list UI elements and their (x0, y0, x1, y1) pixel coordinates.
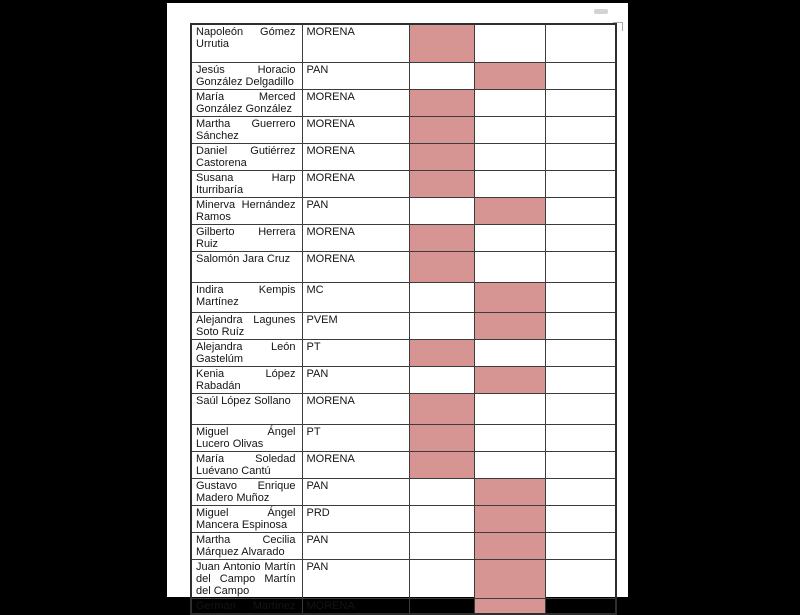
table-row (191, 282, 616, 312)
table-row (191, 170, 616, 197)
table-row (191, 251, 616, 282)
document-page (167, 3, 628, 612)
senator-name: Miguel Ángel Lucero Olivas (191, 424, 302, 451)
senator-name: Saúl López Sollano (191, 393, 302, 424)
vote-mark-cell-2 (474, 143, 545, 170)
table-row (191, 224, 616, 251)
vote-mark-cell-1 (409, 24, 474, 62)
party-name: MORENA (302, 116, 409, 143)
party-name: MORENA (302, 451, 409, 478)
vote-mark-cell-3 (545, 366, 616, 393)
vote-mark-cell-1 (409, 532, 474, 559)
senator-name: Gustavo Enrique Madero Muñoz (191, 478, 302, 505)
vote-mark-cell-3 (545, 251, 616, 282)
vote-mark-cell-1 (409, 197, 474, 224)
senator-name: Salomón Jara Cruz (191, 251, 302, 282)
senator-name: María Merced González González (191, 89, 302, 116)
table-row (191, 598, 616, 614)
vote-mark-cell-1 (409, 116, 474, 143)
senator-name: Minerva Hernández Ramos (191, 197, 302, 224)
party-name: PVEM (302, 312, 409, 339)
table-row (191, 366, 616, 393)
vote-mark-cell-3 (545, 393, 616, 424)
vote-mark-cell-3 (545, 424, 616, 451)
senator-name: Kenia López Rabadán (191, 366, 302, 393)
party-name: MORENA (302, 170, 409, 197)
table-row (191, 312, 616, 339)
vote-mark-cell-1 (409, 393, 474, 424)
table-row (191, 116, 616, 143)
vote-mark-cell-2 (474, 451, 545, 478)
senator-name: Juan Antonio Martín del Campo Martín del Campo (191, 559, 302, 598)
vote-mark-cell-3 (545, 532, 616, 559)
party-name: PRD (302, 505, 409, 532)
table-row (191, 424, 616, 451)
senator-name: Martha Guerrero Sánchez (191, 116, 302, 143)
senator-name: Martha Cecilia Márquez Alvarado (191, 532, 302, 559)
vote-mark-cell-1 (409, 478, 474, 505)
vote-mark-cell-1 (409, 89, 474, 116)
vote-mark-cell-1 (409, 505, 474, 532)
table-row (191, 532, 616, 559)
vote-mark-cell-2 (474, 366, 545, 393)
vote-mark-cell-3 (545, 282, 616, 312)
vote-mark-cell-3 (545, 559, 616, 598)
vote-mark-cell-2 (474, 393, 545, 424)
party-name: MORENA (302, 143, 409, 170)
party-name: PT (302, 424, 409, 451)
party-name: PT (302, 339, 409, 366)
vote-mark-cell-2 (474, 89, 545, 116)
vote-mark-cell-1 (409, 143, 474, 170)
vote-mark-cell-2 (474, 424, 545, 451)
party-name: PAN (302, 366, 409, 393)
party-name: MORENA (302, 89, 409, 116)
vote-mark-cell-1 (409, 424, 474, 451)
vote-mark-cell-2 (474, 251, 545, 282)
vote-mark-cell-3 (545, 312, 616, 339)
table-row (191, 197, 616, 224)
vote-mark-cell-2 (474, 598, 545, 614)
vote-mark-cell-3 (545, 62, 616, 89)
senator-name: Alejandra Lagunes Soto Ruíz (191, 312, 302, 339)
vote-mark-cell-3 (545, 224, 616, 251)
vote-mark-cell-3 (545, 24, 616, 62)
scan-artifact-smudge (594, 9, 608, 14)
vote-mark-cell-2 (474, 116, 545, 143)
table-row (191, 62, 616, 89)
senator-name: Daniel Gutiérrez Castorena (191, 143, 302, 170)
party-name: PAN (302, 532, 409, 559)
table-row (191, 559, 616, 598)
vote-mark-cell-2 (474, 224, 545, 251)
voting-table-body (191, 24, 616, 614)
vote-mark-cell-3 (545, 598, 616, 614)
vote-mark-cell-3 (545, 116, 616, 143)
table-row (191, 339, 616, 366)
vote-mark-cell-1 (409, 339, 474, 366)
senator-name: Miguel Ángel Mancera Espinosa (191, 505, 302, 532)
party-name: PAN (302, 62, 409, 89)
party-name: PAN (302, 559, 409, 598)
vote-mark-cell-1 (409, 451, 474, 478)
vote-mark-cell-1 (409, 251, 474, 282)
table-row (191, 478, 616, 505)
vote-mark-cell-2 (474, 312, 545, 339)
vote-mark-cell-1 (409, 170, 474, 197)
vote-mark-cell-2 (474, 532, 545, 559)
party-name: MORENA (302, 393, 409, 424)
senator-name: Napoleón Gómez Urrutia (191, 24, 302, 62)
vote-mark-cell-2 (474, 282, 545, 312)
vote-mark-cell-2 (474, 24, 545, 62)
voting-table (190, 23, 617, 615)
party-name: PAN (302, 197, 409, 224)
vote-mark-cell-2 (474, 339, 545, 366)
senator-name: Jesús Horacio González Delgadillo (191, 62, 302, 89)
vote-mark-cell-1 (409, 282, 474, 312)
senator-name: Gilberto Herrera Ruiz (191, 224, 302, 251)
vote-mark-cell-3 (545, 505, 616, 532)
vote-mark-cell-1 (409, 62, 474, 89)
table-row (191, 143, 616, 170)
vote-mark-cell-3 (545, 197, 616, 224)
vote-mark-cell-3 (545, 143, 616, 170)
vote-mark-cell-3 (545, 339, 616, 366)
table-row (191, 393, 616, 424)
vote-mark-cell-1 (409, 224, 474, 251)
senator-name: Germán Martínez (191, 598, 302, 614)
vote-mark-cell-2 (474, 197, 545, 224)
vote-mark-cell-2 (474, 62, 545, 89)
party-name: MORENA (302, 251, 409, 282)
table-row (191, 505, 616, 532)
vote-mark-cell-1 (409, 598, 474, 614)
party-name: MC (302, 282, 409, 312)
party-name: MORENA (302, 224, 409, 251)
vote-mark-cell-1 (409, 559, 474, 598)
table-row (191, 451, 616, 478)
table-row (191, 89, 616, 116)
vote-mark-cell-2 (474, 170, 545, 197)
vote-mark-cell-1 (409, 366, 474, 393)
table-row (191, 24, 616, 62)
vote-mark-cell-3 (545, 451, 616, 478)
vote-mark-cell-2 (474, 478, 545, 505)
vote-mark-cell-1 (409, 312, 474, 339)
vote-mark-cell-3 (545, 170, 616, 197)
vote-mark-cell-3 (545, 478, 616, 505)
vote-mark-cell-3 (545, 89, 616, 116)
senator-name: Alejandra León Gastelúm (191, 339, 302, 366)
senator-name: Susana Harp Iturribaría (191, 170, 302, 197)
party-name: PAN (302, 478, 409, 505)
senator-name: Indira Kempis Martínez (191, 282, 302, 312)
vote-mark-cell-2 (474, 559, 545, 598)
party-name: MORENA (302, 598, 409, 614)
vote-mark-cell-2 (474, 505, 545, 532)
senator-name: María Soledad Luévano Cantú (191, 451, 302, 478)
party-name: MORENA (302, 24, 409, 62)
scan-artifact-border-ghost (622, 22, 623, 31)
